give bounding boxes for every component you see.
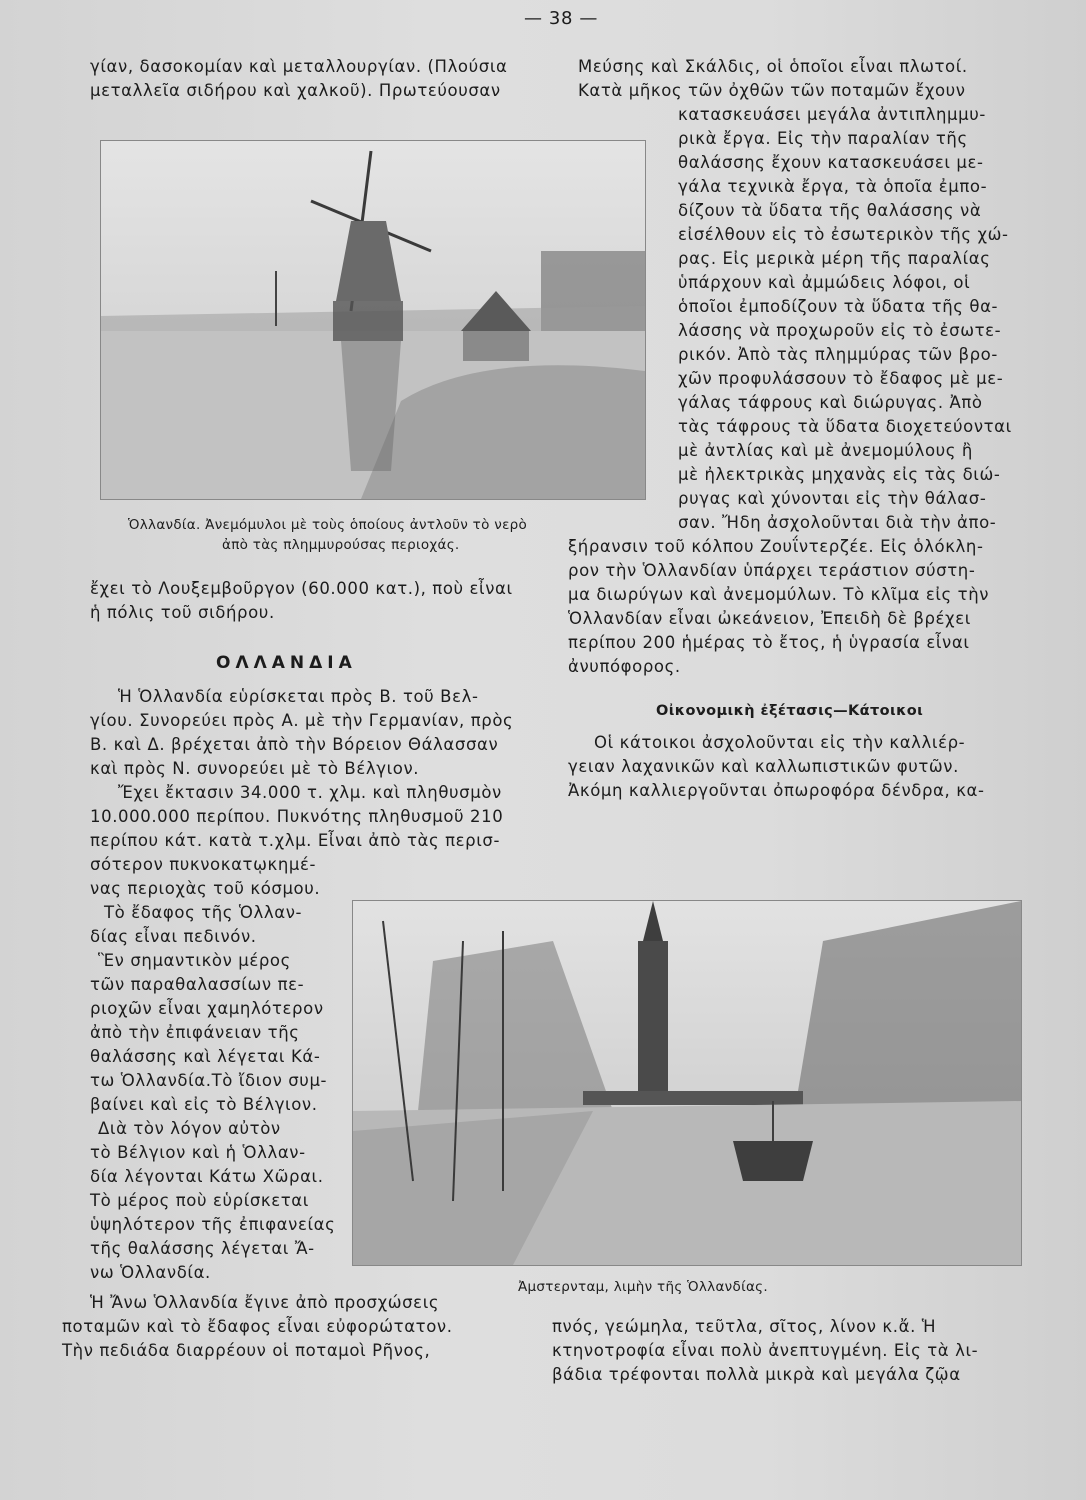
text-line: Β. καὶ Δ. βρέχεται ἀπὸ τὴν Βόρειον Θάλασσαν <box>90 735 499 754</box>
text-line: περίπου κάτ. κατὰ τ.χλμ. Εἶναι ἀπὸ τὰς περισ- <box>90 831 501 850</box>
text-line: ὁποῖοι ἐμποδίζουν τὰ ὕδατα τῆς θα- <box>678 297 999 316</box>
text-line: τῆς θαλάσσης λέγεται Ἄ- <box>90 1239 315 1258</box>
text-line: Διὰ τὸν λόγον αὐτὸν <box>98 1119 281 1138</box>
text-line: ρικὰ ἔργα. Εἰς τὴν παραλίαν τῆς <box>678 129 968 148</box>
text-line: δίας εἶναι πεδινόν. <box>90 927 257 946</box>
text-line: σαν. Ἤδη ἀσχολοῦνται διὰ τὴν ἀπο- <box>678 513 997 532</box>
text-line: κατασκευάσει μεγάλα ἀντιπλημμυ- <box>678 105 986 124</box>
text-line: δία λέγονται Κάτω Χῶραι. <box>90 1167 324 1186</box>
text-line: Τὸ μέρος ποὺ εὑρίσκεται <box>90 1191 309 1210</box>
text-line: μὲ ἠλεκτρικὰς μηχανὰς εἰς τὰς διώ- <box>678 465 1001 484</box>
text-line: μεταλλεῖα σιδήρου καὶ χαλκοῦ). Πρωτεύουσαν <box>90 81 501 100</box>
text-line: ρικόν. Ἀπὸ τὰς πλημμύρας τῶν βρο- <box>678 345 998 364</box>
page-number: — 38 — <box>524 8 598 29</box>
text-line: γίου. Συνορεύει πρὸς Α. μὲ τὴν Γερμανίαν, πρὸς <box>90 711 514 730</box>
text-line: ἀπὸ τὴν ἐπιφάνειαν τῆς <box>90 1023 300 1042</box>
text-line: ἀνυπόφορος. <box>568 657 681 676</box>
windmill-photo <box>100 140 646 500</box>
text-line: βάδια τρέφονται πολλὰ μικρὰ καὶ μεγάλα ζῷα <box>552 1365 961 1384</box>
text-line: γάλας τάφρους καὶ διώρυγας. Ἀπὸ <box>678 393 983 412</box>
text-line: ὑπάρχουν καὶ ἀμμώδεις λόφοι, οἱ <box>678 273 971 292</box>
text-line: 10.000.000 περίπου. Πυκνότης πληθυσμοῦ 210 <box>90 807 504 826</box>
text-line: λάσσης νὰ προχωροῦν εἰς τὸ ἐσωτε- <box>678 321 1002 340</box>
text-line: θαλάσσης καὶ λέγεται Κά- <box>90 1047 321 1066</box>
text-line: Τὴν πεδιάδα διαρρέουν οἱ ποταμοὶ Ρῆνος, <box>62 1341 431 1360</box>
text-line: ριοχῶν εἶναι χαμηλότερον <box>90 999 324 1018</box>
text-line: περίπου 200 ἡμέρας τὸ ἔτος, ἡ ὑγρασία εἶναι <box>568 633 970 652</box>
amsterdam-harbor-photo <box>352 900 1022 1266</box>
text-line: τὰς τάφρους τὰ ὕδατα διοχετεύονται <box>678 417 1012 436</box>
text-line: ἡ πόλις τοῦ σιδήρου. <box>90 603 275 622</box>
text-line: τῶν παραθαλασσίων πε- <box>90 975 305 994</box>
text-line: Μεύσης καὶ Σκάλδις, οἱ ὁποῖοι εἶναι πλωτοί. <box>578 57 968 76</box>
text-line: βαίνει καὶ εἰς τὸ Βέλγιον. <box>90 1095 318 1114</box>
text-line: μα διωρύγων καὶ ἀνεμομύλων. Τὸ κλῖμα εἰς τὴν <box>568 585 990 604</box>
text-line: Οἱ κάτοικοι ἀσχολοῦνται εἰς τὴν καλλιέρ- <box>594 733 966 752</box>
text-line: νω Ὁλλανδία. <box>90 1263 211 1282</box>
text-line: σότερον πυκνοκατῳκημέ- <box>90 855 317 874</box>
text-line: ὑψηλότερον τῆς ἐπιφανείας <box>90 1215 336 1234</box>
text-line: Ὁλλανδίαν εἶναι ὠκεάνειον, Ἐπειδὴ δὲ βρέχει <box>568 609 971 628</box>
text-line: Ἡ Ἄνω Ὁλλανδία ἔγινε ἀπὸ προσχώσεις <box>90 1293 440 1312</box>
figure-caption: Ἀμστερνταμ, λιμὴν τῆς Ὁλλανδίας. <box>518 1279 768 1295</box>
text-line: καὶ πρὸς Ν. συνορεύει μὲ τὸ Βέλγιον. <box>90 759 420 778</box>
text-line: γίαν, δασοκομίαν καὶ μεταλλουργίαν. (Πλούσια <box>90 57 508 76</box>
text-line: ρυγας καὶ χύνονται εἰς τὴν θάλασ- <box>678 489 987 508</box>
text-line: χῶν προφυλάσσουν τὸ ἔδαφος μὲ με- <box>678 369 1004 388</box>
subsection-heading: Οἰκονομικὴ ἐξέτασις—Κάτοικοι <box>656 703 924 719</box>
text-line: ρον τὴν Ὁλλανδίαν ὑπάρχει τεράστιον σύστη- <box>568 561 976 580</box>
text-line: νας περιοχὰς τοῦ κόσμου. <box>90 879 321 898</box>
text-line: Ἔχει ἔκτασιν 34.000 τ. χλμ. καὶ πληθυσμὸν <box>118 783 502 802</box>
text-line: ἔχει τὸ Λουξεμβοῦργον (60.000 κατ.), ποὺ εἶναι <box>90 579 513 598</box>
text-line: γειαν λαχανικῶν καὶ καλλωπιστικῶν φυτῶν. <box>568 757 959 776</box>
text-line: ρας. Εἰς μερικὰ μέρη τῆς παραλίας <box>678 249 991 268</box>
text-line: εἰσέλθουν εἰς τὸ ἐσωτερικὸν τῆς χώ- <box>678 225 1009 244</box>
text-line: Τὸ ἔδαφος τῆς Ὁλλαν- <box>104 903 303 922</box>
text-line: μὲ ἀντλίας καὶ μὲ ἀνεμομύλους ἢ <box>678 441 973 460</box>
text-line: ξήρανσιν τοῦ κόλπου Ζουΐντερζέε. Εἰς ὁλόκλη- <box>568 537 984 556</box>
text-line: τὸ Βέλγιον καὶ ἡ Ὁλλαν- <box>90 1143 306 1162</box>
text-line: Ἡ Ὁλλανδία εὑρίσκεται πρὸς Β. τοῦ Βελ- <box>118 687 479 706</box>
section-heading: ΟΛΛΑΝΔΙΑ <box>216 653 357 673</box>
text-line: Κατὰ μῆκος τῶν ὀχθῶν τῶν ποταμῶν ἔχουν <box>578 81 966 100</box>
text-line: τω Ὁλλανδία.Τὸ ἴδιον συμ- <box>90 1071 328 1090</box>
text-line: Ἀκόμη καλλιεργοῦνται ὀπωροφόρα δένδρα, κα- <box>568 781 985 800</box>
text-line: κτηνοτροφία εἶναι πολὺ ἀνεπτυγμένη. Εἰς τὰ λι- <box>552 1341 979 1360</box>
text-line: Ἓν σημαντικὸν μέρος <box>98 951 291 970</box>
text-line: ποταμῶν καὶ τὸ ἔδαφος εἶναι εὐφορώτατον. <box>62 1317 453 1336</box>
text-line: πνός, γεώμηλα, τεῦτλα, σῖτος, λίνον κ.ἄ. Ἡ <box>552 1317 937 1336</box>
text-line: γάλα τεχνικὰ ἔργα, τὰ ὁποῖα ἐμπο- <box>678 177 988 196</box>
text-line: δίζουν τὰ ὕδατα τῆς θαλάσσης νὰ <box>678 201 982 220</box>
text-line: θαλάσσης ἔχουν κατασκευάσει με- <box>678 153 984 172</box>
figure-caption: ἀπὸ τὰς πλημμυρούσας περιοχάς. <box>222 537 460 553</box>
figure-caption: Ὁλλανδία. Ἀνεμόμυλοι μὲ τοὺς ὁποίους ἀντλοῦν τὸ νερὸ <box>128 517 528 533</box>
